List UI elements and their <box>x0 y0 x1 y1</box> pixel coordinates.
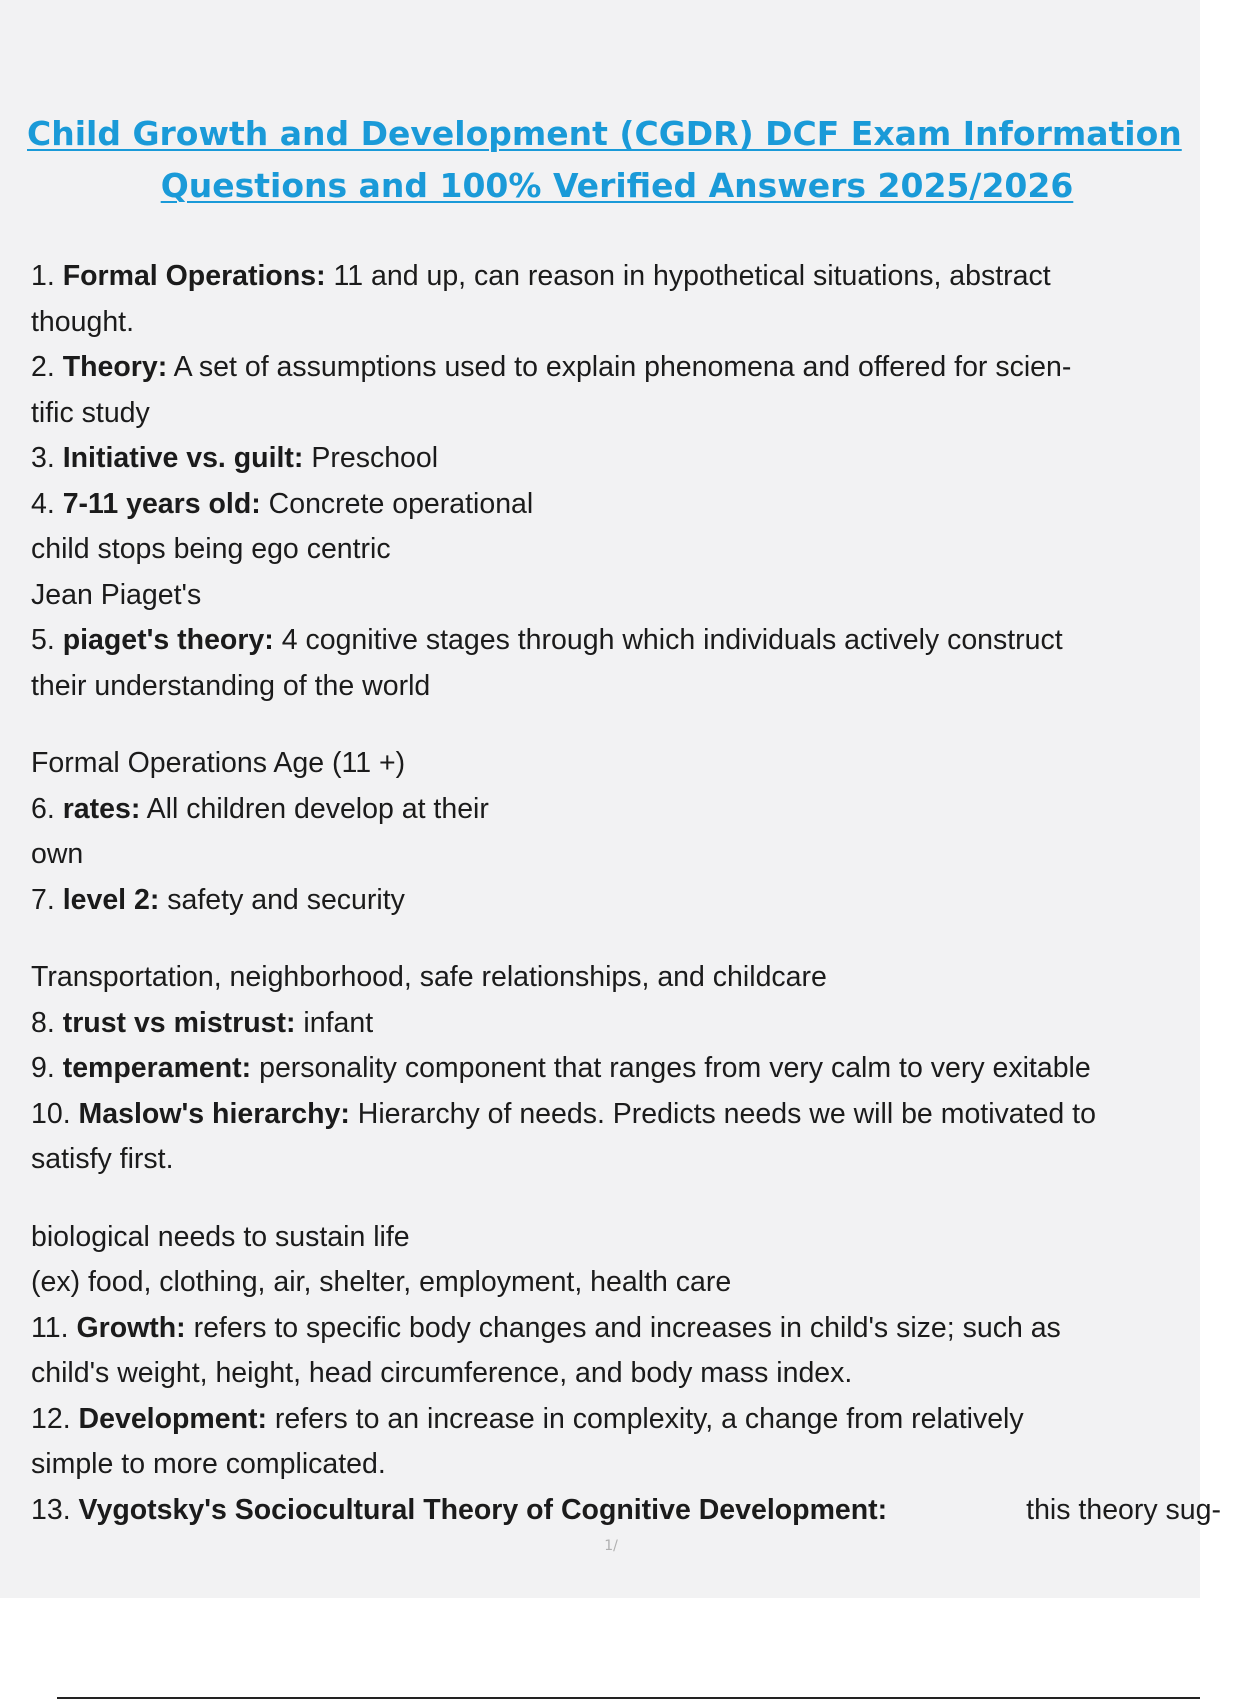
item-term: Development: <box>78 1402 267 1435</box>
list-item <box>31 1306 1201 1352</box>
paragraph-gap <box>31 923 1201 955</box>
item-definition: All children develop at their <box>140 792 489 825</box>
paragraph-gap <box>31 709 1201 741</box>
item-definition: 4 cognitive stages through which individuals actively construct <box>273 624 1063 656</box>
item-term: piaget's theory: <box>62 624 274 656</box>
list-item <box>31 618 1201 664</box>
item-continuation: own <box>31 838 84 870</box>
item-number: 2. <box>31 351 55 383</box>
item-continuation: satisfy first. <box>31 1143 174 1175</box>
item-term: level 2: <box>62 883 160 916</box>
item-term: Vygotsky's Sociocultural Theory of Cognitive Development: <box>78 1493 888 1526</box>
item-term: Growth: <box>76 1311 186 1344</box>
page-number: 1/ <box>604 1538 618 1554</box>
item-number: 10. <box>31 1097 71 1130</box>
item-note: Transportation, neighborhood, safe relationships, and childcare <box>31 961 827 993</box>
list-item <box>31 1001 1201 1047</box>
item-definition: 11 and up, can reason in hypothetical situations, abstract <box>325 260 1051 292</box>
item-term: 7-11 years old: <box>62 487 261 520</box>
list-item <box>31 1488 1221 1534</box>
list-item <box>31 345 1201 391</box>
item-definition: refers to an increase in complexity, a change from relatively <box>267 1402 1024 1435</box>
item-note: Formal Operations Age (11 +) <box>31 747 406 779</box>
item-continuation: Jean Piaget's <box>31 578 202 611</box>
item-continuation: their understanding of the world <box>31 669 431 702</box>
item-continuation: child's weight, height, head circumference, and body mass index. <box>31 1357 853 1389</box>
item-definition: A set of assumptions used to explain phenomena and offered for scien- <box>167 351 1072 383</box>
item-number: 9. <box>31 1052 55 1084</box>
title-line-2: Questions and 100% Verified Answers 2025/2026 <box>160 166 1074 205</box>
title-line-1: Child Growth and Development (CGDR) DCF Exam Information <box>27 114 1182 153</box>
item-continuation: tific study <box>31 396 150 429</box>
item-number: 7. <box>31 883 55 916</box>
list-item <box>31 482 1201 528</box>
item-definition: infant <box>295 1006 374 1039</box>
item-definition: refers to specific body changes and increases in child's size; such as <box>185 1311 1061 1344</box>
qa-list <box>31 254 1221 1533</box>
item-term: Maslow's hierarchy: <box>78 1097 350 1130</box>
item-definition: Concrete operational <box>260 487 534 520</box>
list-item <box>31 787 1201 833</box>
list-item <box>31 1046 1201 1092</box>
item-number: 5. <box>31 624 55 656</box>
item-number: 4. <box>31 487 55 520</box>
item-term: Theory: <box>62 351 168 383</box>
item-continuation: simple to more complicated. <box>31 1448 386 1480</box>
item-definition: personality component that ranges from very calm to very exitable <box>251 1052 1091 1084</box>
item-number: 11. <box>31 1311 69 1344</box>
item-number: 3. <box>31 442 55 474</box>
bottom-divider <box>57 1697 1200 1699</box>
item-term: temperament: <box>62 1052 252 1084</box>
paragraph-gap <box>31 1183 1201 1215</box>
item-definition: this theory sug- <box>1026 1493 1221 1526</box>
list-item <box>31 1092 1201 1138</box>
item-number: 1. <box>31 260 55 292</box>
list-item <box>31 878 1201 924</box>
item-definition: Hierarchy of needs. Predicts needs we will be motivated to <box>349 1097 1096 1130</box>
item-term: trust vs mistrust: <box>62 1006 296 1039</box>
list-item <box>31 436 1201 482</box>
item-continuation: child stops being ego centric <box>31 533 391 565</box>
item-number: 6. <box>31 792 55 825</box>
item-note: (ex) food, clothing, air, shelter, employment, health care <box>31 1266 732 1298</box>
item-term: rates: <box>62 792 141 825</box>
list-item <box>31 1397 1201 1443</box>
item-definition: Preschool <box>303 442 439 474</box>
item-term: Initiative vs. guilt: <box>62 442 304 474</box>
list-item <box>31 254 1201 300</box>
item-continuation: thought. <box>31 305 135 338</box>
item-note: biological needs to sustain life <box>31 1220 410 1253</box>
item-number: 8. <box>31 1006 55 1039</box>
item-definition: safety and security <box>159 883 405 916</box>
item-number: 13. <box>31 1493 71 1526</box>
item-number: 12. <box>31 1402 71 1435</box>
item-term: Formal Operations: <box>62 260 326 292</box>
